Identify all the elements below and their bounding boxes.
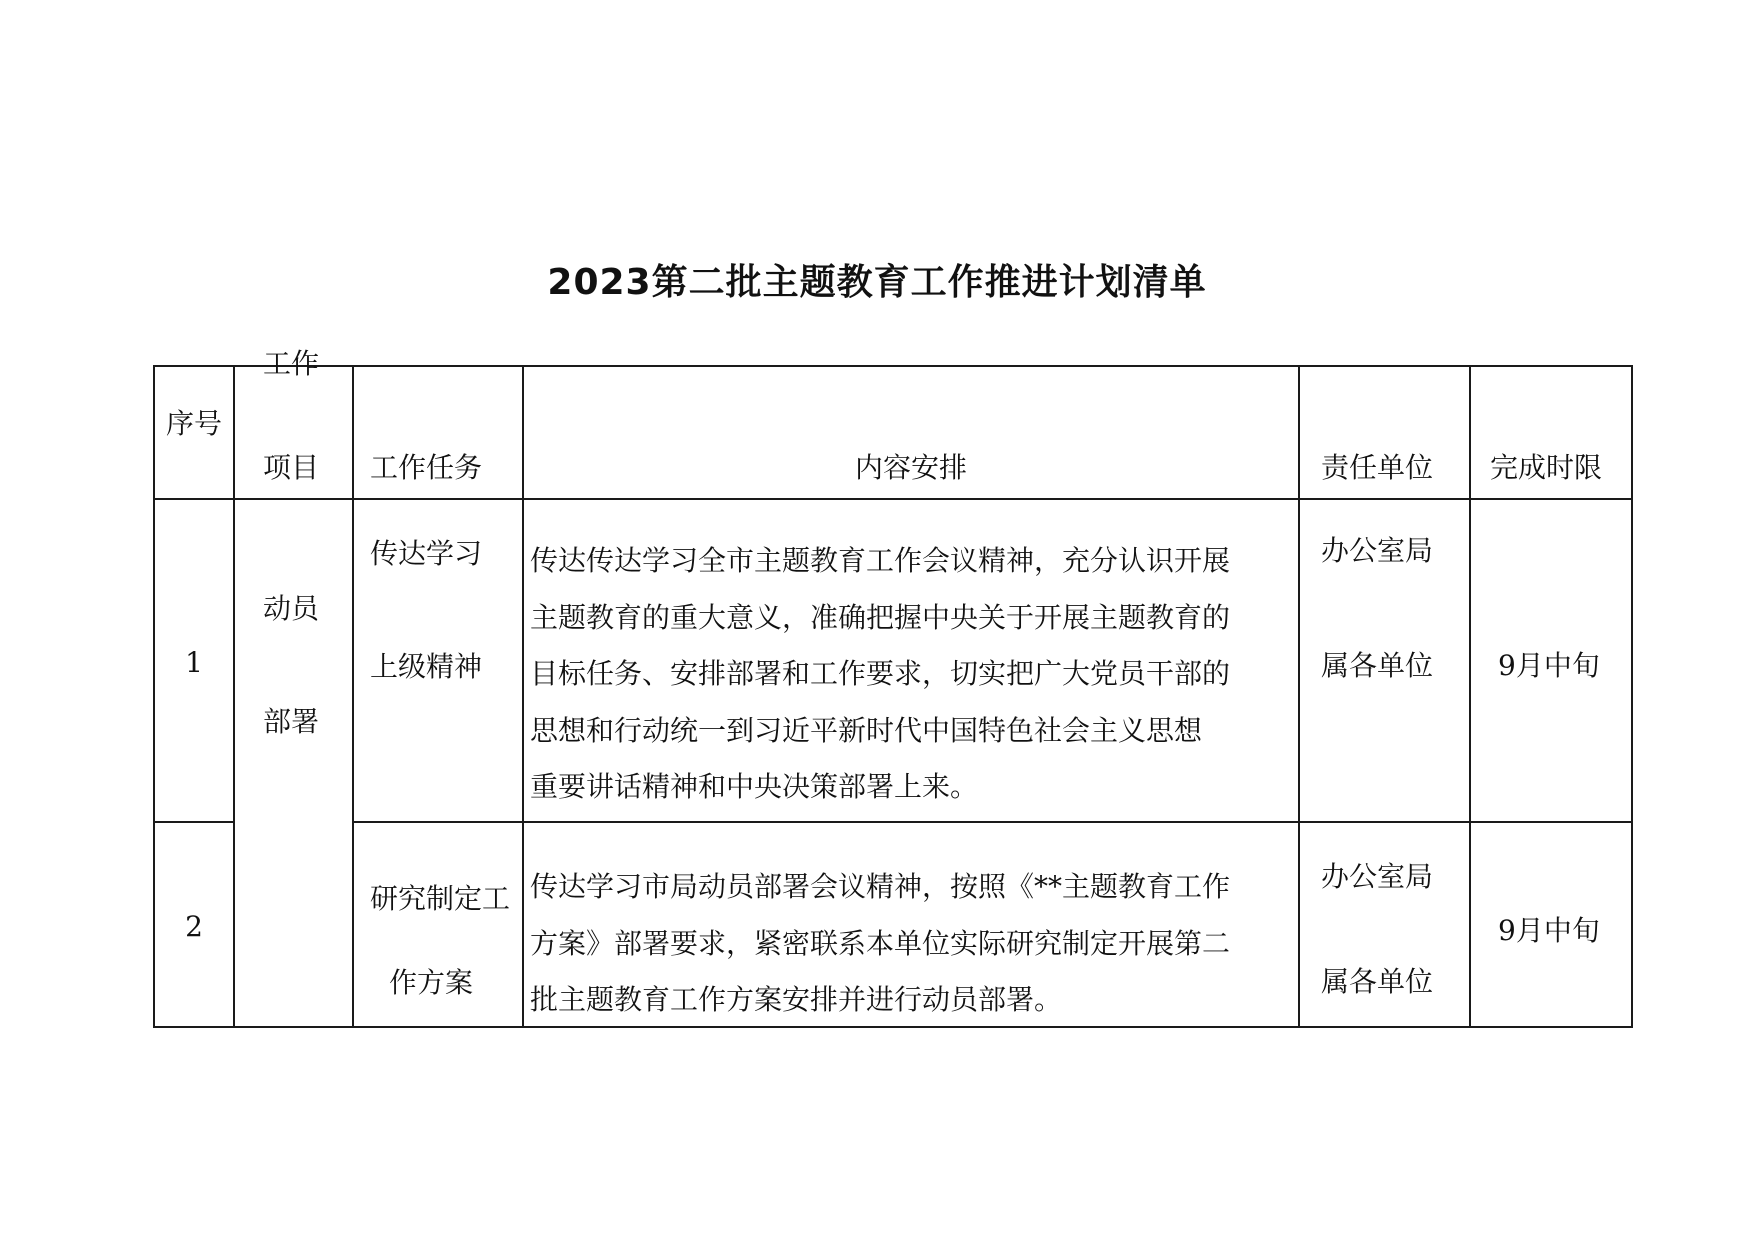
header-task: 工作任务 — [370, 451, 483, 484]
row2-unit-line1: 办公室局 — [1321, 860, 1434, 893]
header-project-line2: 项目 — [263, 451, 320, 484]
row1-content-line: 思想和行动统一到习近平新时代中国特色社会主义思想 — [530, 713, 1203, 747]
header-project-line1: 工作 — [263, 347, 320, 380]
column-divider-4 — [1298, 365, 1300, 1028]
row1-content-line: 主题教育的重大意义，准确把握中央关于开展主题教育的 — [530, 600, 1231, 634]
row2-task-line1: 研究制定工 — [370, 882, 511, 915]
row1-content — [530, 533, 1230, 816]
header-seq: 序号 — [165, 407, 222, 440]
row1-content-line: 重要讲话精神和中央决策部署上来。 — [530, 770, 979, 803]
row2-content-line: 方案》部署要求，紧密联系本单位实际研究制定开展第二 — [530, 926, 1231, 960]
row1-unit-line2: 属各单位 — [1321, 649, 1434, 682]
row-divider-seq — [153, 821, 234, 823]
row2-task-line2: 作方案 — [389, 966, 474, 999]
project-group-line1: 动员 — [263, 592, 320, 625]
row1-content-line: 目标任务、安排部署和工作要求，切实把广大党员干部的 — [530, 657, 1231, 690]
column-divider-5 — [1469, 365, 1471, 1028]
row2-deadline: 9月中旬 — [1498, 914, 1600, 947]
header-deadline: 完成时限 — [1490, 451, 1603, 484]
row1-task-line2: 上级精神 — [370, 650, 483, 683]
header-unit: 责任单位 — [1321, 451, 1434, 484]
row1-seq: 1 — [185, 646, 203, 679]
work-plan-table — [153, 347, 1633, 1028]
header-divider — [153, 498, 1633, 500]
row2-content-line: 批主题教育工作方案安排并进行动员部署。 — [530, 983, 1063, 1016]
row1-deadline: 9月中旬 — [1498, 649, 1600, 682]
row-divider-main — [353, 821, 1633, 823]
row2-content-line: 传达学习市局动员部署会议精神，按照《**主题教育工作 — [530, 870, 1231, 903]
document-title: 2023第二批主题教育工作推进计划清单 — [547, 262, 1207, 303]
table-border-top — [153, 365, 1633, 367]
row2-content — [530, 859, 1230, 1029]
row1-content-line: 传达传达学习全市主题教育工作会议精神，充分认识开展 — [530, 544, 1231, 577]
header-content: 内容安排 — [854, 451, 967, 484]
row1-unit-line1: 办公室局 — [1321, 534, 1434, 567]
table-border-right — [1631, 365, 1633, 1028]
row1-task-line1: 传达学习 — [370, 537, 483, 570]
row2-unit-line2: 属各单位 — [1321, 965, 1434, 998]
column-divider-2 — [352, 365, 354, 1028]
row2-seq: 2 — [185, 910, 203, 943]
project-group-line2: 部署 — [263, 705, 320, 738]
